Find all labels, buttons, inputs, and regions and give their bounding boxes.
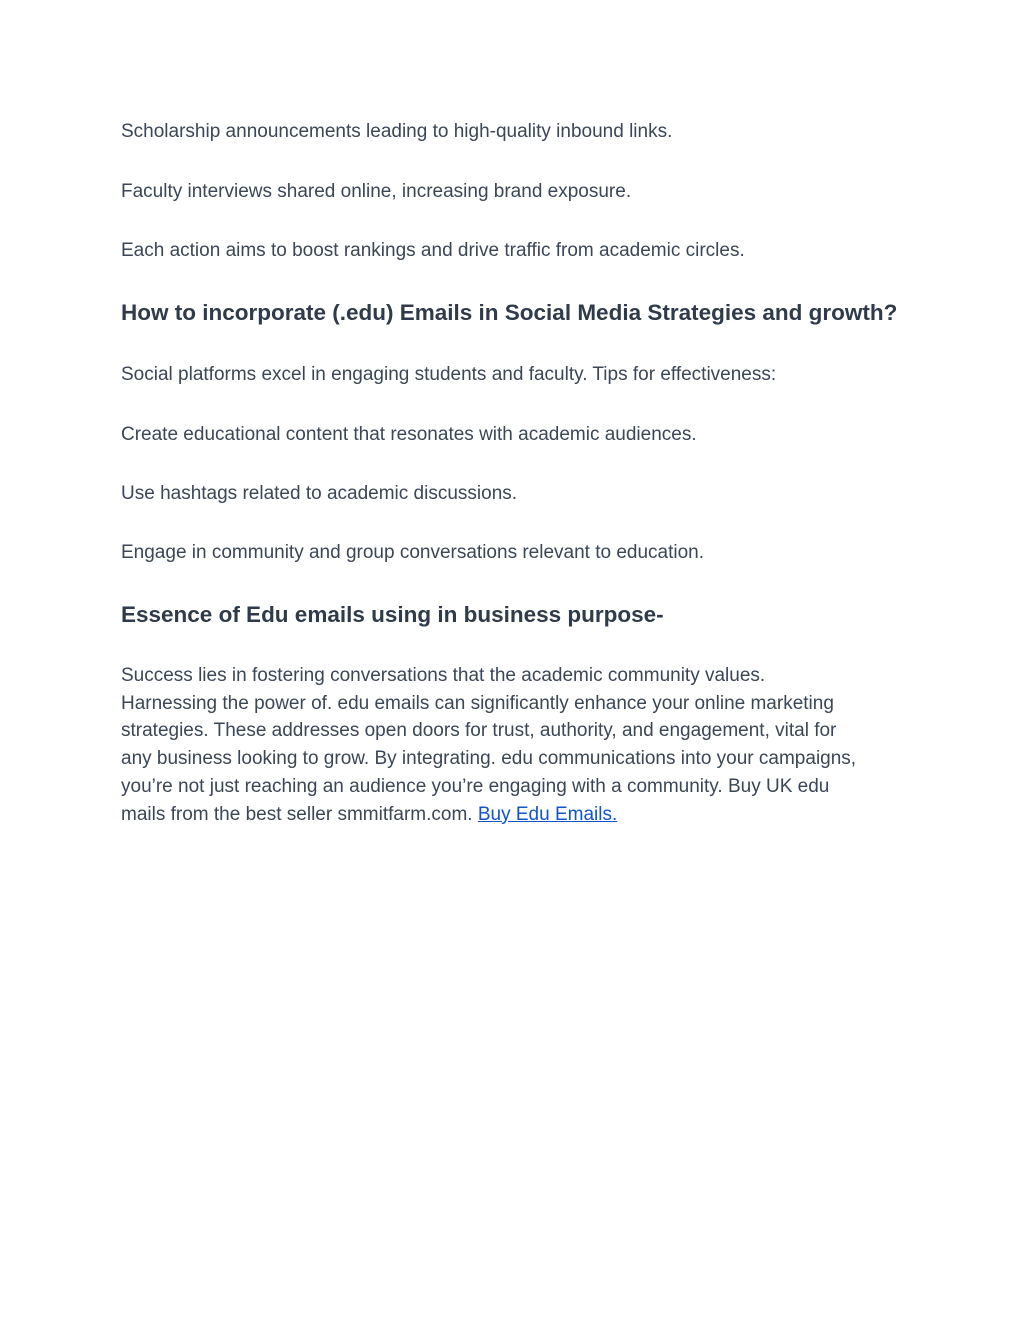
closing-paragraph <box>121 662 911 828</box>
list-item: Engage in community and group conversations relevant to education. <box>121 542 705 563</box>
paragraph-line: Harnessing the power of. edu emails can significantly enhance your online marketing <box>121 692 834 714</box>
list-item: Create educational content that resonates with academic audiences. <box>121 424 697 445</box>
paragraph-line: Success lies in fostering conversations that the academic community values. <box>121 665 766 686</box>
paragraph-line: you’re not just reaching an audience you’re engaging with a community. Buy UK edu <box>121 775 830 797</box>
section-heading-social-media: How to incorporate (.edu) Emails in Social Media Strategies and growth? <box>121 300 898 325</box>
list-item: Use hashtags related to academic discussions. <box>121 483 518 504</box>
paragraph-line: strategies. These addresses open doors for trust, authority, and engagement, vital for <box>121 720 837 742</box>
section-heading-essence: Essence of Edu emails using in business purpose- <box>121 602 664 627</box>
list-item: Faculty interviews shared online, increasing brand exposure. <box>121 181 632 202</box>
social-intro-text: Social platforms excel in engaging students and faculty. Tips for effectiveness: <box>121 364 777 385</box>
list-item: Each action aims to boost rankings and drive traffic from academic circles. <box>121 240 745 261</box>
buy-edu-emails-link[interactable]: Buy Edu Emails. <box>477 803 618 825</box>
paragraph-line: any business looking to grow. By integrating. edu communications into your campaigns, <box>121 748 857 770</box>
list-item: Scholarship announcements leading to high-quality inbound links. <box>121 121 673 142</box>
paragraph-line-last <box>121 801 911 829</box>
paragraph-line-text: mails from the best seller smmitfarm.com. <box>121 803 478 825</box>
